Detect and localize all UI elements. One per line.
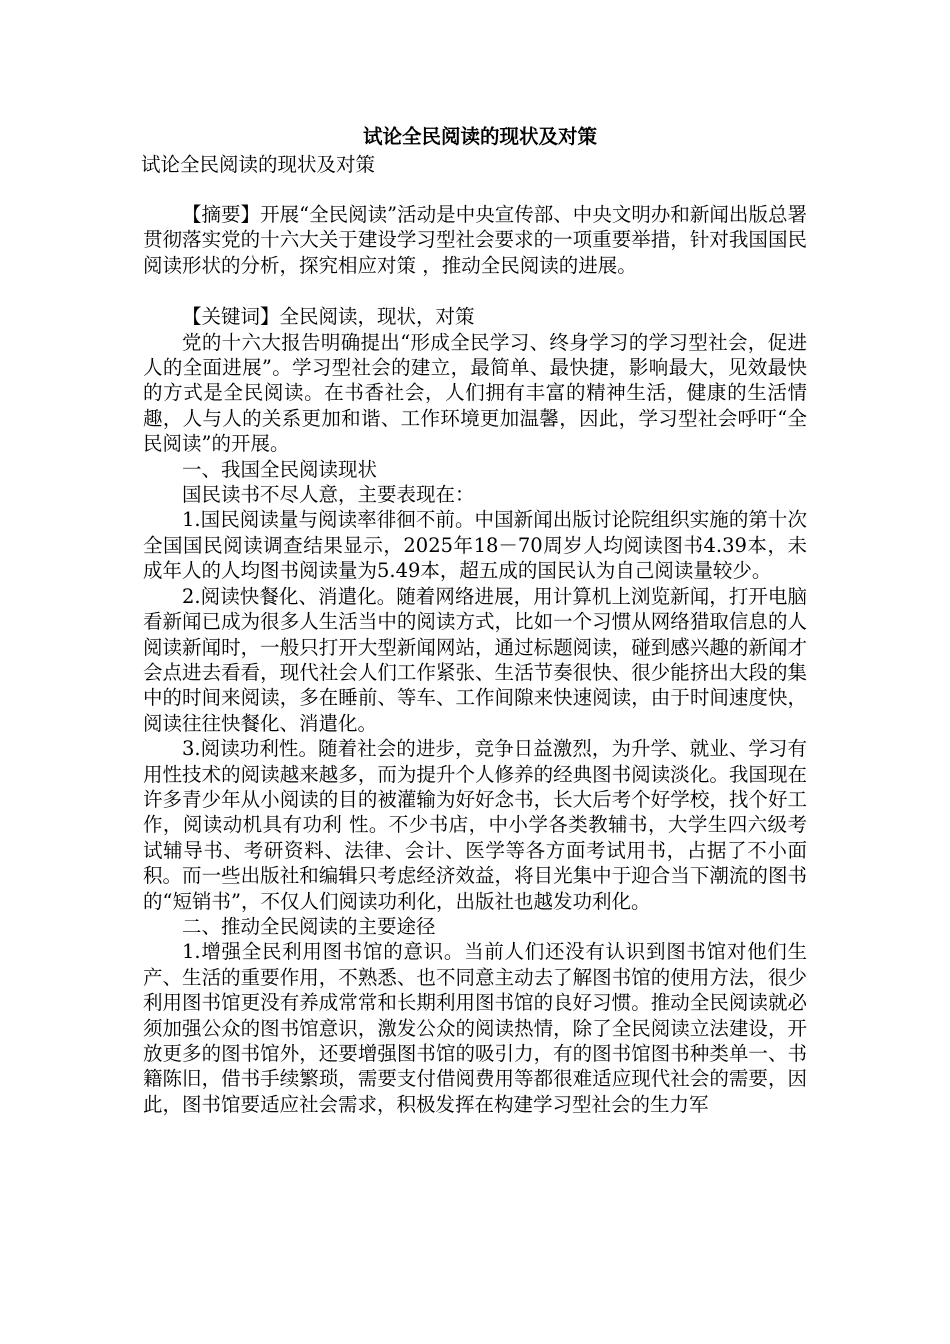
keywords-line: 【关键词】全民阅读，现状，对策 bbox=[182, 305, 475, 329]
document-subtitle: 试论全民阅读的现状及对策 bbox=[141, 153, 376, 176]
list-item-library-awareness: 1.增强全民利用图书馆的意识。当前人们还没有认识到图书馆对他们生产、生活的重要作用，不熟悉、也不同意主动去了解图书馆的使用方法，很少利用图书馆更没有养成常常和长期利用图书馆的良好习惯。推动全民阅读就必须加强公众的图书馆意识，激发公众的阅读热情，除了全民阅读立法建设，开放更多的图书馆外，还要增强图书馆的吸引力，有的图书馆图书种类单一、书籍陈旧，借书手续繁琐，需要支付借阅费用等都很难适应现代社会的需要，因此，图书馆要适应社会需求，积极发挥在构建学习型社会的生力军 bbox=[143, 940, 807, 1116]
list-item-reading-volume: 1.国民阅读量与阅读率徘徊不前。中国新闻出版讨论院组织实施的第十次全国国民阅读调查结果显示，2025年18－70周岁人均阅读图书4.39本，未成年人的人均图书阅读量为5.49本，超五成的国民认为自己阅读量较少。 bbox=[143, 508, 807, 583]
body-paragraph: 国民读书不尽人意，主要表现在： bbox=[182, 483, 475, 507]
abstract-paragraph: 【摘要】开展“全民阅读”活动是中央宣传部、中央文明办和新闻出版总署贯彻落实党的十六大关于建设学习型社会要求的一项重要举措，针对我国国民阅读形状的分析，探究相应对策 ，推动全民阅读的进展。 bbox=[143, 203, 807, 277]
section-heading-main-approaches: 二、推动全民阅读的主要途径 bbox=[182, 914, 436, 938]
body-paragraph: 党的十六大报告明确提出“形成全民学习、终身学习的学习型社会，促进人的全面进展”。学习型社会的建立，最简单、最快捷，影响最大，见效最快的方式是全民阅读。在书香社会，人们拥有丰富的精神生活，健康的生活情趣，人与人的关系更加和谐、工作环境更加温馨，因此，学习型社会呼吁“全民阅读”的开展。 bbox=[143, 330, 807, 456]
list-item-fast-food-reading: 2.阅读快餐化、消遣化。随着网络进展，用计算机上浏览新闻，打开电脑看新闻已成为很多人生活当中的阅读方式，比如一个习惯从网络猎取信息的人阅读新闻时，一般只打开大型新闻网站，通过标题阅读，碰到感兴趣的新闻才会点进去看看，现代社会人们工作紧张、生活节奏很快、很少能挤出大段的集中的时间来阅读，多在睡前、等车、工作间隙来快速阅读，由于时间速度快，阅读往往快餐化、消遣化。 bbox=[143, 584, 807, 735]
document-page bbox=[143, 122, 807, 1117]
section-heading-current-status: 一、我国全民阅读现状 bbox=[182, 457, 378, 481]
list-item-utilitarian-reading: 3.阅读功利性。随着社会的进步，竞争日益激烈，为升学、就业、学习有用性技术的阅读越来越多，而为提升个人修养的经典图书阅读淡化。我国现在许多青少年从小阅读的目的被灌输为好好念书，长大后考个好学校，找个好工作，阅读动机具有功利 性。不少书店，中小学各类教辅书，大学生四六级考试辅导书、考研资料、法律、会计、医学等各方面考试用书，占据了不小面积。而一些出版社和编辑只考虑经济效益，将目光集中于迎合当下潮流的图书的“短销书”，不仅人们阅读功利化，出版社也越发功利化。 bbox=[143, 737, 807, 913]
document-title: 试论全民阅读的现状及对策 bbox=[362, 125, 597, 148]
